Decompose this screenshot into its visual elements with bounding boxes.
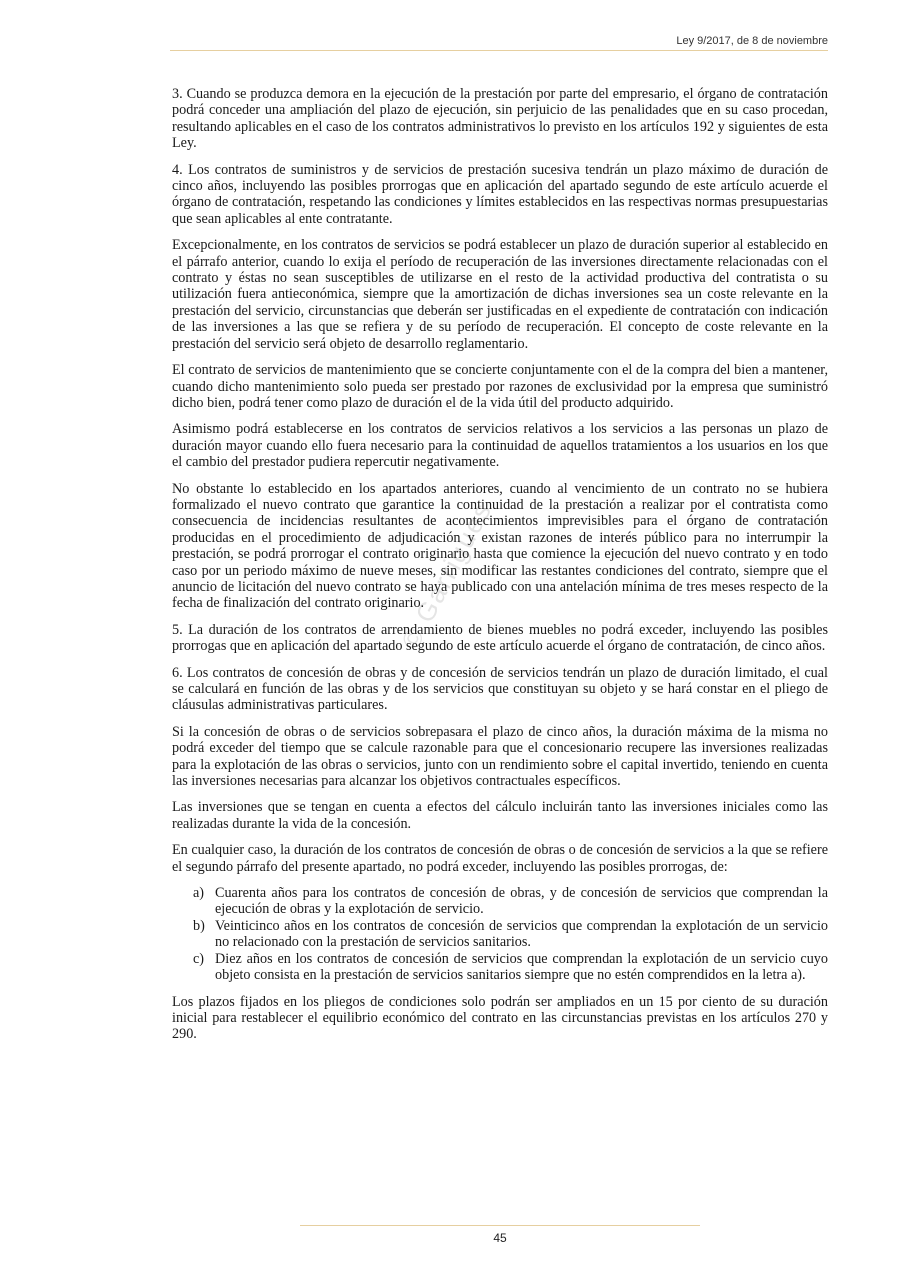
paragraph-max-duration: En cualquier caso, la duración de los contratos de concesión de obras o de concesión de servicios a la que se refiere el segundo párrafo del presente apartado, no podrá exceder, incluyendo las posibles prorrogas, de: [172,842,828,875]
list-marker: c) [193,950,205,967]
paragraph-personal-services: Asimismo podrá establecerse en los contratos de servicios relativos a los servicios a las personas un plazo de duración mayor cuando ello fuera necesario para la continuidad de aquellos tratamientos a los usuarios en los que el cambio del prestador pudiera repercutir negativamente. [172,421,828,471]
list-item-text: Cuarenta años para los contratos de concesión de obras, y de concesión de servicios que comprendan la ejecución de obras y la explotación de servicio. [215,885,828,918]
header-divider [170,50,828,51]
list-item-text: Veinticinco años en los contratos de concesión de servicios que comprendan la explotación de un servicio no relacionado con la prestación de servicios sanitarios. [215,917,828,951]
paragraph-3: 3. Cuando se produzca demora en la ejecución de la prestación por parte del empresario, el órgano de contratación podrá conceder una ampliación del plazo de ejecución, sin perjuicio de las penalidades que en su caso procedan, resultando aplicables en el caso de los contratos administrativos lo previsto en los artículos 192 y siguientes de esta Ley. [172,86,828,152]
duration-list [172,885,828,983]
paragraph-exceptions: Excepcionalmente, en los contratos de servicios se podrá establecer un plazo de duración superior al establecido en el párrafo anterior, cuando lo exija el período de recuperación de las inversiones directamente relacionadas con el contrato y éstas no sean susceptibles de utilizarse en el resto de la actividad productiva del contratista o su utilización fuera antieconómica, siempre que la amortización de dichas inversiones sea un coste relevante en la prestación del servicio, circunstancias que deberán ser justificadas en el expediente de contratación con indicación de las inversiones a las que se refiera y de su período de recuperación. El concepto de coste relevante en la prestación del servicio será objeto de desarrollo reglamentario. [172,237,828,352]
list-item [172,918,828,951]
list-item [172,951,828,984]
watermark: © Garrigues [395,496,498,655]
paragraph-maintenance: El contrato de servicios de mantenimiento que se concierte conjuntamente con el de la compra del bien a mantener, cuando dicho mantenimiento solo pueda ser prestado por razones de exclusividad por la empresa que suministró dicho bien, podrá tener como plazo de duración el de la vida útil del producto adquirido. [172,362,828,411]
page-number: 45 [493,1231,507,1245]
list-marker: a) [193,885,205,902]
list-marker: b) [193,917,205,934]
paragraph-4: 4. Los contratos de suministros y de servicios de prestación sucesiva tendrán un plazo máximo de duración de cinco años, incluyendo las posibles prorrogas que en aplicación del apartado segundo de este artículo acuerde el órgano de contratación, respetando las condiciones y límites establecidos en las respectivas normas presupuestarias que sean aplicables al ente contratante. [172,161,828,227]
paragraph-closing: Los plazos fijados en los pliegos de condiciones solo podrán ser ampliados en un 15 por ciento de su duración inicial para restablecer el equilibrio económico del contrato en las circunstancias previstas en los artículos 270 y 290. [172,993,828,1043]
paragraph-concession-duration: Si la concesión de obras o de servicios sobrepasara el plazo de cinco años, la duración máxima de la misma no podrá exceder del tiempo que se calcule razonable para que el concesionario recupere las inversiones realizadas para la explotación de las obras o servicios, junto con un rendimiento sobre el capital invertido, teniendo en cuenta las inversiones necesarias para alcanzar los objetivos contractuales específicos. [172,723,828,790]
paragraph-6: 6. Los contratos de concesión de obras y de concesión de servicios tendrán un plazo de duración limitado, el cual se calculará en función de las obras y de los servicios que constituyan su objeto y se hará constar en el pliego de cláusulas administrativas particulares. [172,664,828,714]
paragraph-5: 5. La duración de los contratos de arrendamiento de bienes muebles no podrá exceder, incluyendo las posibles prorrogas que en aplicación del apartado segundo de este artículo acuerde el órgano de contratación, de cinco años. [172,621,828,655]
paragraph-investments: Las inversiones que se tengan en cuenta a efectos del cálculo incluirán tanto las inversiones iniciales como las realizadas durante la vida de la concesión. [172,799,828,832]
list-item-text: Diez años en los contratos de concesión de servicios que comprendan la explotación de un servicio cuyo objeto consista en la prestación de servicios sanitarios siempre que no estén comprendidos en la letra a). [215,950,828,984]
paragraph-extension: No obstante lo establecido en los apartados anteriores, cuando al vencimiento de un contrato no se hubiera formalizado el nuevo contrato que garantice la continuidad de la prestación a realizar por el contratista como consecuencia de incidencias resultantes de acontecimientos imprevisibles para el órgano de contratación producidas en el procedimiento de adjudicación y existan razones de interés público para no interrumpir la prestación, se podrá prorrogar el contrato originario hasta que comience la ejecución del nuevo contrato y en todo caso por un periodo máximo de nueve meses, sin modificar las restantes condiciones del contrato, siempre que el anuncio de licitación del nuevo contrato se haya publicado con una antelación mínima de tres meses respecto de la fecha de finalización del contrato originario. [172,480,828,612]
header-title: Ley 9/2017, de 8 de noviembre [676,35,828,47]
document-body [172,86,828,1053]
footer-divider [300,1225,700,1226]
list-item [172,885,828,918]
